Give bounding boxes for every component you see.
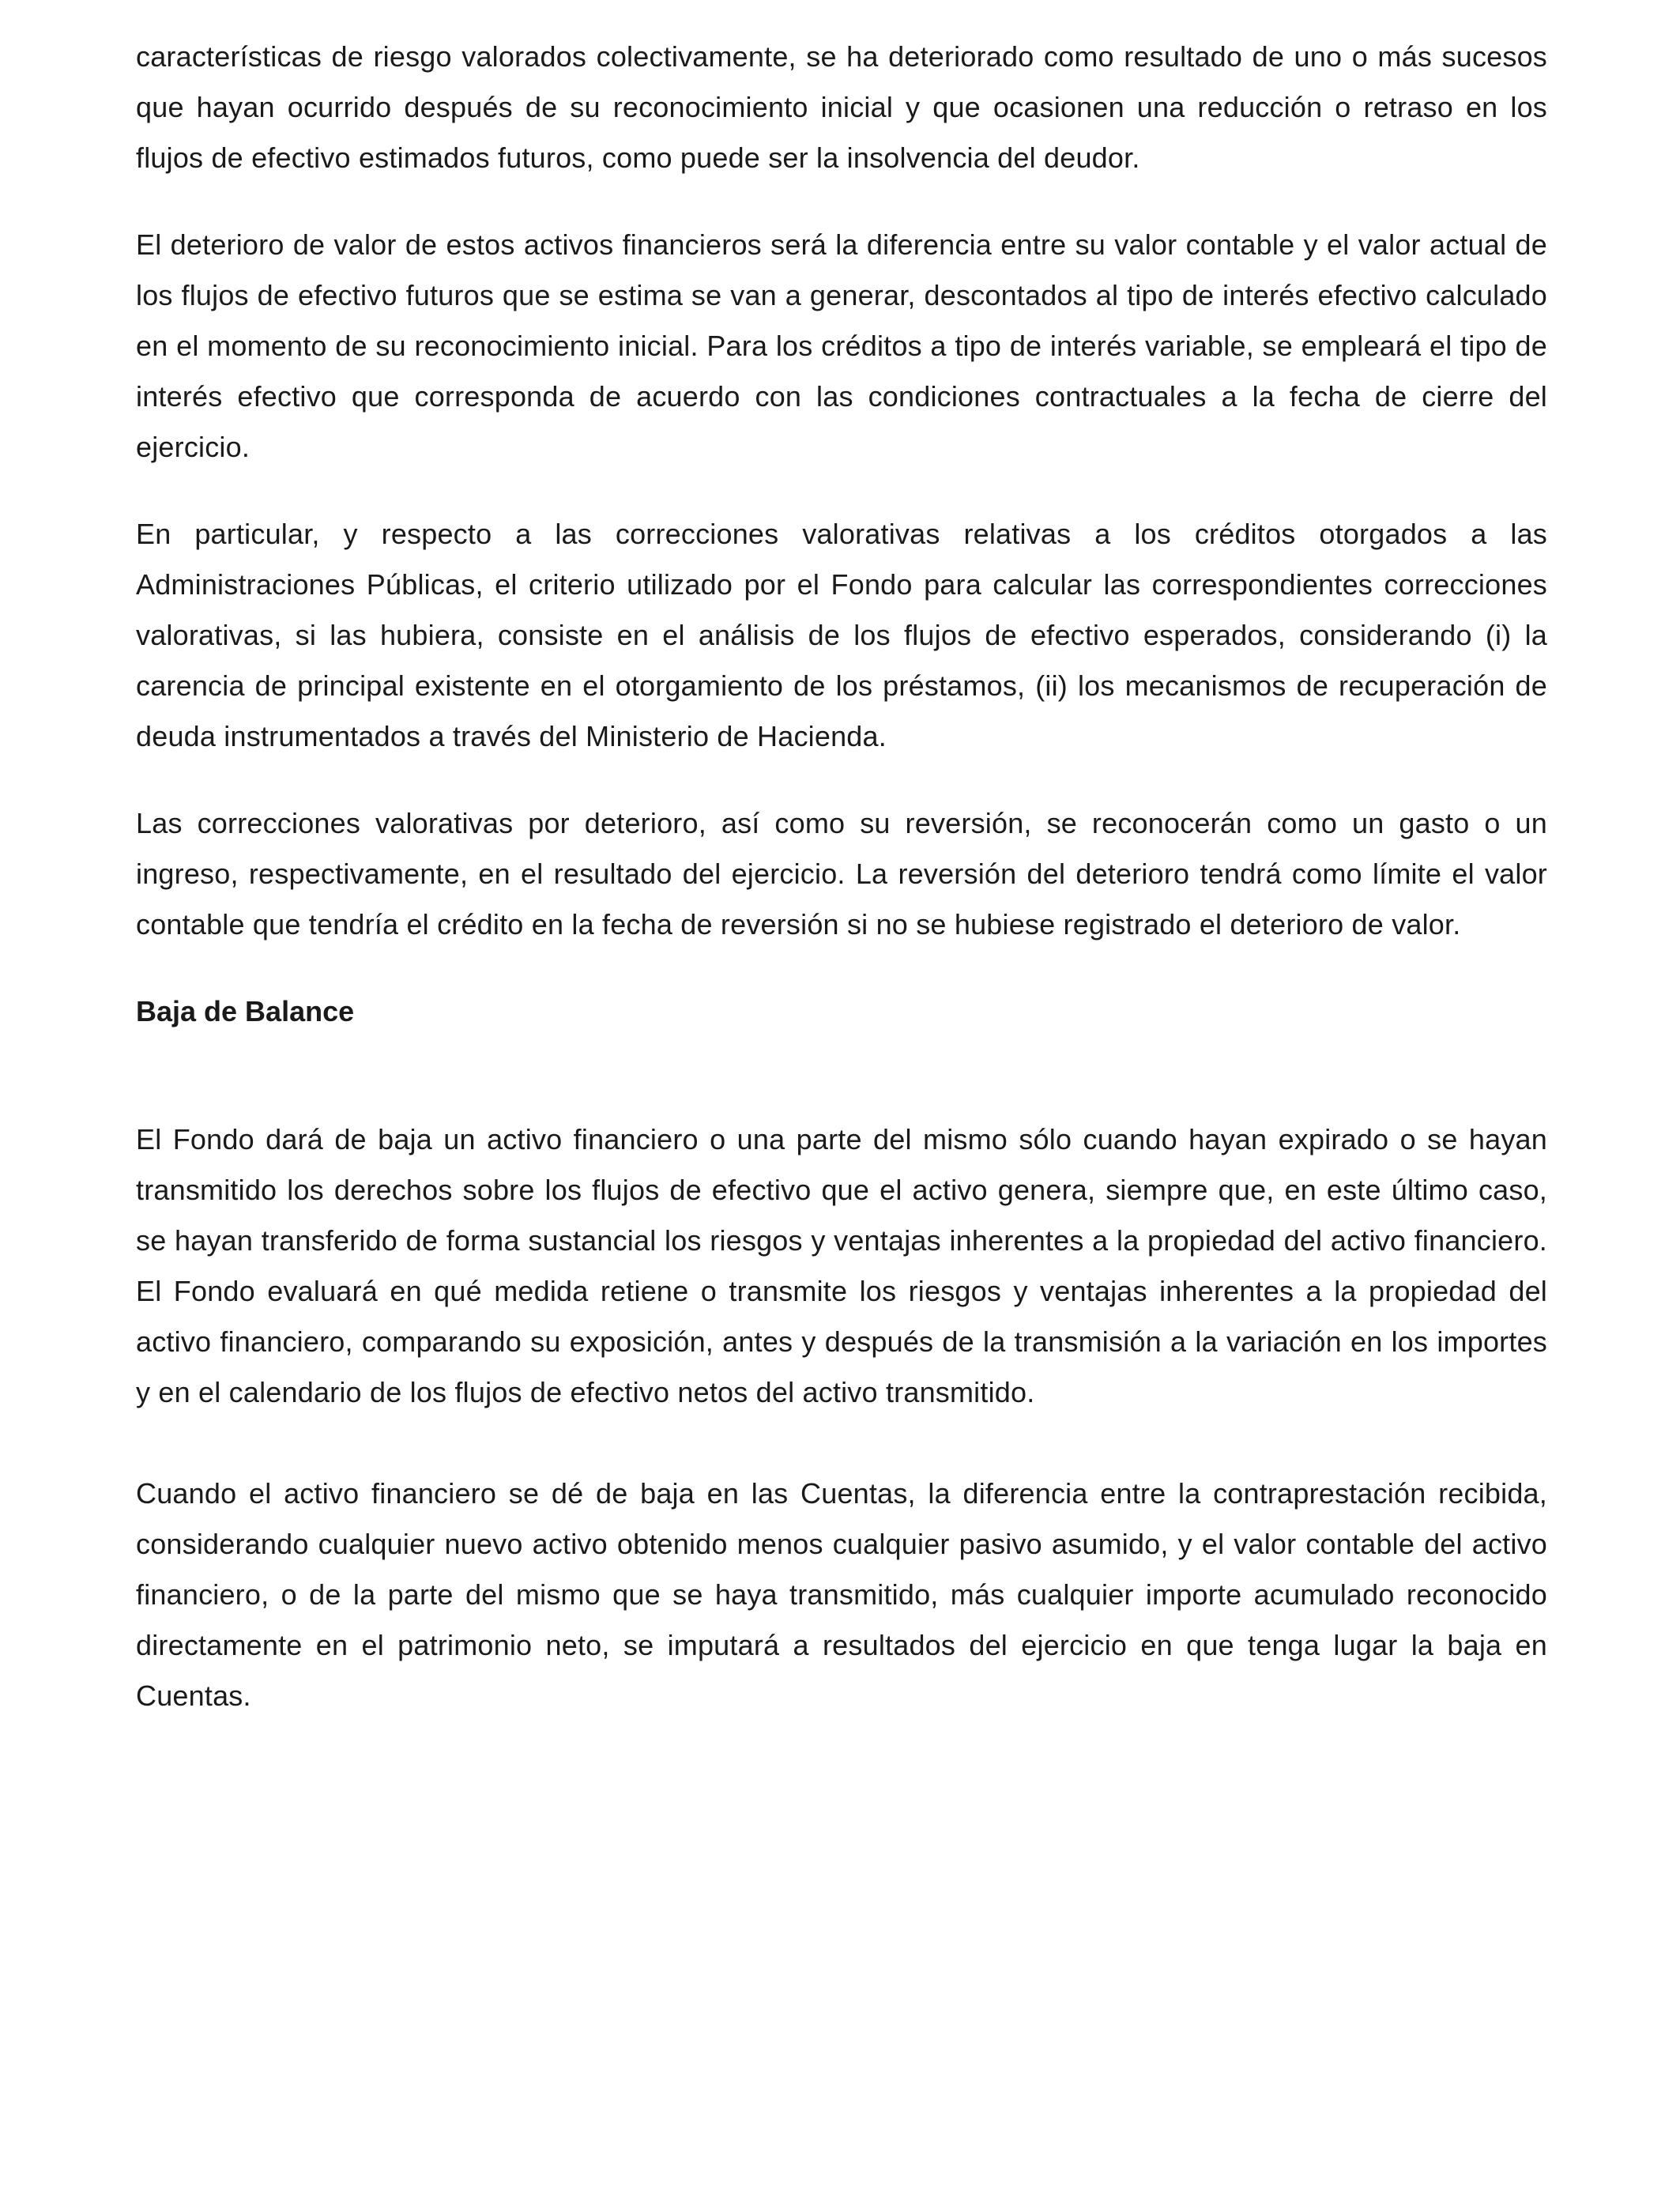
paragraph-correcciones-valorativas: Las correcciones valorativas por deterioro, así como su reversión, se reconocerán como un gasto o un ingreso, respectivamente, en el resultado del ejercicio. La reversión del deterioro tendrá como límite el valor contable que tendría el crédito en la fecha de reversión si no se hubiese registrado el deterioro de valor. [136, 807, 1547, 941]
paragraph-deterioro-intro: características de riesgo valorados colectivamente, se ha deteriorado como resultado de uno o más sucesos que hayan ocurrido después de su reconocimiento inicial y que ocasionen una reducción o retraso en los flujos de efectivo estimados futuros, como puede ser la insolvencia del deudor. [136, 40, 1547, 174]
paragraph-baja-activo: El Fondo dará de baja un activo financiero o una parte del mismo sólo cuando hayan expirado o se hayan transmitido los derechos sobre los flujos de efectivo que el activo genera, siempre que, en este último caso, se hayan transferido de forma sustancial los riesgos y ventajas inherentes a la propiedad del activo financiero. El Fondo evaluará en qué medida retiene o transmite los riesgos y ventajas inherentes a la propiedad del activo financiero, comparando su exposición, antes y después de la transmisión a la variación en los importes y en el calendario de los flujos de efectivo netos del activo transmitido. [136, 1123, 1547, 1408]
paragraph-deterioro-valor: El deterioro de valor de estos activos financieros será la diferencia entre su valor contable y el valor actual de los flujos de efectivo futuros que se estima se van a generar, descontados al tipo de interés efectivo calculado en el momento de su reconocimiento inicial. Para los créditos a tipo de interés variable, se empleará el tipo de interés efectivo que corresponda de acuerdo con las condiciones contractuales a la fecha de cierre del ejercicio. [136, 228, 1547, 463]
section-heading-baja-balance: Baja de Balance [136, 995, 355, 1027]
paragraph-baja-cuentas: Cuando el activo financiero se dé de baja en las Cuentas, la diferencia entre la contraprestación recibida, considerando cualquier nuevo activo obtenido menos cualquier pasivo asumido, y el valor contable del activo financiero, o de la parte del mismo que se haya transmitido, más cualquier importe acumulado reconocido directamente en el patrimonio neto, se imputará a resultados del ejercicio en que tenga lugar la baja en Cuentas. [136, 1477, 1547, 1712]
document-page [136, 32, 1547, 1758]
paragraph-administraciones-publicas: En particular, y respecto a las correcciones valorativas relativas a los créditos otorgados a las Administraciones Públicas, el criterio utilizado por el Fondo para calcular las correspondientes correcciones valorativas, si las hubiera, consiste en el análisis de los flujos de efectivo esperados, considerando (i) la carencia de principal existente en el otorgamiento de los préstamos, (ii) los mecanismos de recuperación de deuda instrumentados a través del Ministerio de Hacienda. [136, 518, 1547, 752]
